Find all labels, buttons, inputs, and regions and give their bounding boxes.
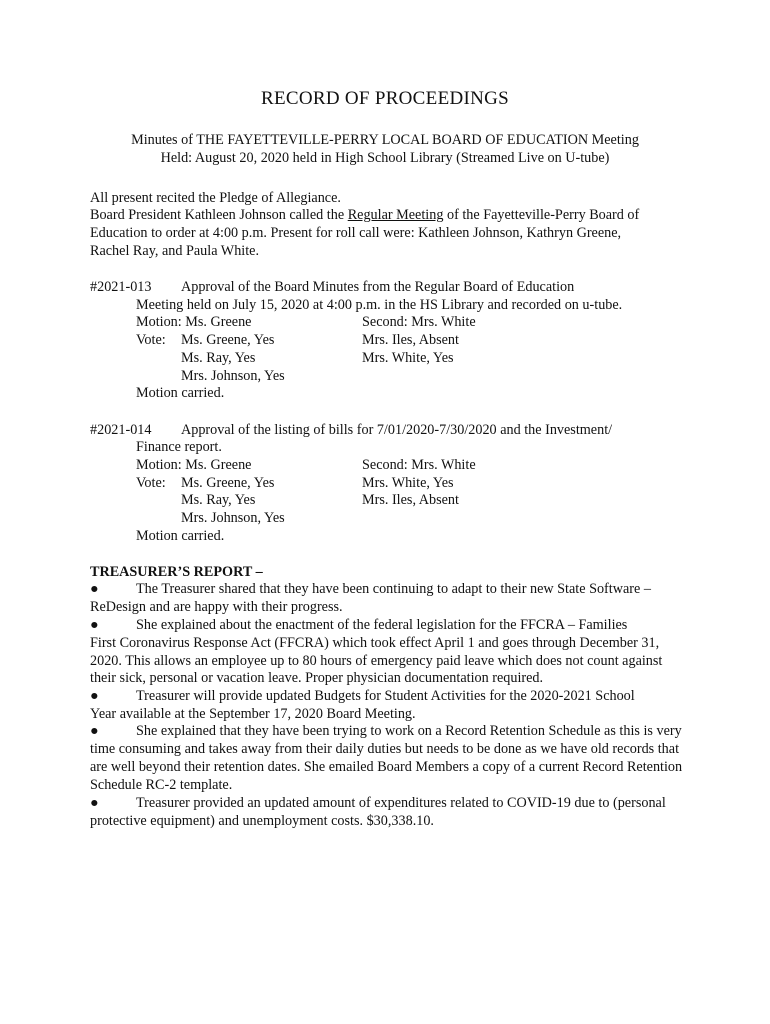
vote-entry: Mrs. Iles, Absent: [362, 332, 459, 348]
bullet-text: The Treasurer shared that they have been continuing to adapt to their new State Software –: [136, 581, 651, 597]
vote-entry: Ms. Ray, Yes: [181, 350, 256, 366]
vote-entry: Ms. Ray, Yes: [181, 492, 256, 508]
vote-entry: Mrs. Iles, Absent: [362, 492, 459, 508]
second: Second: Mrs. White: [362, 314, 476, 330]
bullet-text: time consuming and takes away from their daily duties but needs to be done as we have old records that: [90, 741, 680, 757]
vote-entry: Mrs. White, Yes: [362, 350, 454, 366]
resolution-number: #2021-014: [90, 422, 152, 438]
bullet-text: She explained about the enactment of the federal legislation for the FFCRA – Families: [136, 617, 628, 633]
intro-roll-call-names: Rachel Ray, and Paula White.: [90, 243, 260, 259]
bullet: ●: [90, 688, 99, 704]
bullet-text: 2020. This allows an employee up to 80 hours of emergency paid leave which does not count against: [90, 653, 663, 669]
bullet: ●: [90, 581, 99, 597]
bullet: ●: [90, 723, 99, 739]
intro-roll-call: Education to order at 4:00 p.m. Present for roll call were: Kathleen Johnson, Kathryn Greene,: [90, 225, 622, 241]
vote-entry: Ms. Greene, Yes: [181, 475, 275, 491]
bullet-text: First Coronavirus Response Act (FFCRA) which took effect April 1 and goes through December 31,: [90, 635, 660, 651]
resolution-text: Finance report.: [136, 439, 222, 455]
second: Second: Mrs. White: [362, 457, 476, 473]
motion: Motion: Ms. Greene: [136, 314, 252, 330]
bullet-text: Schedule RC-2 template.: [90, 777, 233, 793]
regular-meeting-underlined: Regular Meeting: [347, 207, 444, 223]
bullet-text: Treasurer provided an updated amount of expenditures related to COVID-19 due to (personal: [136, 795, 666, 811]
bullet: ●: [90, 795, 99, 811]
treasurer-heading: TREASURER’S REPORT –: [90, 564, 263, 580]
resolution-number: #2021-013: [90, 279, 152, 295]
motion: Motion: Ms. Greene: [136, 457, 252, 473]
intro-pledge: All present recited the Pledge of Allegiance.: [90, 190, 341, 206]
resolution-text: Meeting held on July 15, 2020 at 4:00 p.m. in the HS Library and recorded on u-tube.: [136, 297, 623, 313]
bullet-text: ReDesign and are happy with their progress.: [90, 599, 343, 615]
bullet-text: Year available at the September 17, 2020 Board Meeting.: [90, 706, 416, 722]
bullet-text: are well beyond their retention dates. She emailed Board Members a copy of a current Record Retention: [90, 759, 683, 775]
vote-entry: Ms. Greene, Yes: [181, 332, 275, 348]
vote-entry: Mrs. Johnson, Yes: [181, 368, 285, 384]
vote-label: Vote:: [136, 332, 166, 348]
bullet-text: She explained that they have been trying to work on a Record Retention Schedule as this is very: [136, 723, 682, 739]
vote-label: Vote:: [136, 475, 166, 491]
intro-text: Board President Kathleen Johnson called the: [90, 207, 348, 223]
meeting-subtitle-line2: Held: August 20, 2020 held in High School Library (Streamed Live on U-tube): [160, 150, 610, 166]
bullet: ●: [90, 617, 99, 633]
resolution-text: Approval of the Board Minutes from the Regular Board of Education: [181, 279, 575, 295]
resolution-text: Approval of the listing of bills for 7/01/2020-7/30/2020 and the Investment/: [181, 422, 613, 438]
motion-result: Motion carried.: [136, 528, 225, 544]
document-title: RECORD OF PROCEEDINGS: [260, 88, 510, 109]
intro-call-to-order: [90, 206, 639, 224]
motion-result: Motion carried.: [136, 385, 225, 401]
bullet-text: protective equipment) and unemployment costs. $30,338.10.: [90, 813, 434, 829]
meeting-subtitle-line1: Minutes of THE FAYETTEVILLE-PERRY LOCAL BOARD OF EDUCATION Meeting: [131, 132, 639, 148]
intro-text: of the Fayetteville-Perry Board of: [443, 207, 640, 223]
bullet-text: their sick, personal or vacation leave. Proper physician documentation required.: [90, 670, 544, 686]
vote-entry: Mrs. Johnson, Yes: [181, 510, 285, 526]
bullet-text: Treasurer will provide updated Budgets for Student Activities for the 2020-2021 School: [136, 688, 635, 704]
vote-entry: Mrs. White, Yes: [362, 475, 454, 491]
